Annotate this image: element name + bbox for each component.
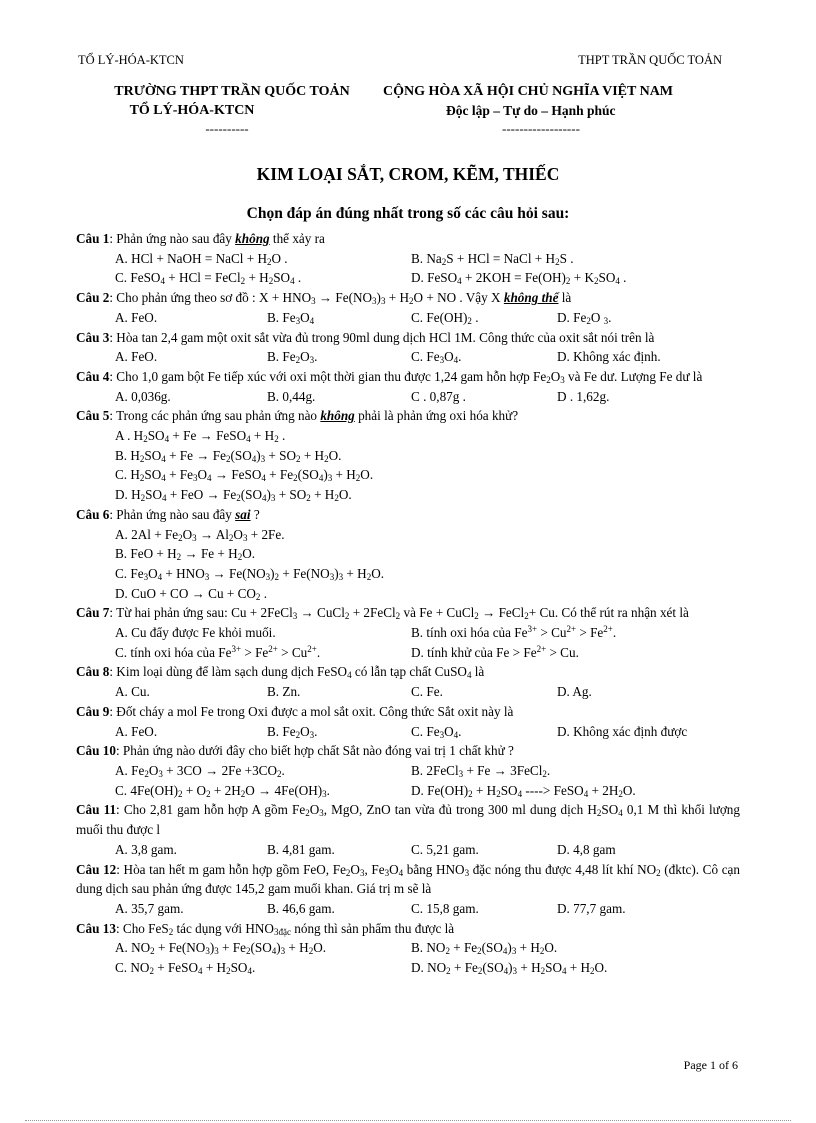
question-label: Câu 6 [76, 506, 110, 522]
option-d[interactable]: D. $Fe(OH)_2 + H_2SO_4$ ----> FeSO$_4$ + $2H_2O$. [411, 782, 636, 799]
republic-title: CỘNG HÒA XÃ HỘI CHỦ NGHĨA VIỆT NAM [383, 84, 674, 99]
question-9-options [76, 722, 740, 742]
option-a[interactable]: A. Cu. [115, 684, 150, 700]
question-7-options-2 [76, 643, 740, 663]
page-number: Page 1 of 6 [683, 1058, 738, 1072]
question-8-options [76, 682, 740, 702]
option-b[interactable]: B. $Fe_3O_4$ [267, 309, 315, 326]
left-rule: ---------- [205, 121, 249, 136]
option-c[interactable]: C. $Fe_3O_4$. [411, 349, 462, 366]
instruction: Chọn đáp án đúng nhất trong số các câu hỏi sau: [246, 205, 570, 222]
question-4-stem: Câu 4: Cho 1,0 gam bột Fe tiếp xúc với oxi một thời gian thu được 1,24 gam hỗn hợp $Fe_2O_3$ và Fe dư. Lượng Fe dư là [76, 368, 703, 385]
option-d[interactable]: D. Không xác định được [557, 723, 688, 739]
question-1 [76, 229, 740, 288]
option-c[interactable]: C. Fe. [411, 684, 443, 700]
question-10-options-2 [76, 781, 740, 801]
option-a[interactable]: A. FeO. [115, 309, 158, 325]
right-rule: ------------------ [502, 121, 580, 136]
option-b[interactable]: B. tính oxi hóa của $Fe^{3+} > Cu^{2+} > Fe^{2+}$. [411, 624, 617, 641]
option-d[interactable]: D. 4,8 gam [557, 841, 616, 857]
option-c[interactable]: C. $Fe_3O_4 + HNO_3 \to Fe(NO_3)_2 + Fe(NO_3)_3 + H_2O$. [115, 565, 385, 582]
option-b[interactable]: B. FeO + $H_2 \to Fe + H_2O$. [115, 546, 256, 563]
option-b[interactable]: B. $Fe_2O_3$. [267, 723, 318, 740]
question-11-options [76, 840, 740, 860]
question-3 [76, 328, 740, 367]
option-c[interactable]: C . 0,87g . [411, 388, 466, 404]
question-5 [76, 406, 740, 505]
question-label: Câu 10 [76, 743, 116, 759]
option-b[interactable]: B. $NO_2 + Fe_2(SO_4)_3 + H_2O$. [411, 940, 558, 957]
option-c[interactable]: C. 15,8 gam. [411, 900, 479, 916]
question-13-options-2 [76, 958, 740, 978]
question-6 [76, 505, 740, 604]
option-d[interactable]: D. $H_2SO_4$ + FeO → $Fe_2(SO_4)_3 + SO_2 + H_2O$. [115, 487, 352, 504]
question-2 [76, 288, 740, 327]
question-1-options-2 [76, 268, 740, 288]
option-a[interactable]: A. HCl + NaOH = NaCl + $H_2O$ . [115, 250, 288, 267]
question-label: Câu 12 [76, 861, 117, 877]
question-label: Câu 4 [76, 368, 110, 384]
question-label: Câu 11 [76, 802, 117, 818]
option-d[interactable]: D. Ag. [557, 684, 592, 700]
option-c[interactable]: C. $H_2SO_4 + Fe_3O_4$ → FeSO$_4$ + $Fe_2(SO_4)_3 + H_2O$. [115, 467, 374, 484]
option-d[interactable]: D. $NO_2 + Fe_2(SO_4)_3 + H_2SO_4 + H_2O$. [411, 960, 608, 977]
option-d[interactable]: D. 77,7 gam. [557, 900, 626, 916]
option-c[interactable]: C. tính oxi hóa của $Fe^{3+} > Fe^{2+} > Cu^{2+}$. [115, 643, 321, 660]
question-label: Câu 5 [76, 408, 110, 424]
question-label: Câu 13 [76, 920, 116, 936]
option-b[interactable]: B. 4,81 gam. [267, 841, 335, 857]
question-2-stem: Câu 2: Cho phản ứng theo sơ đồ : $X + HNO_3 \to Fe(NO_3)_3 + H_2O$ + NO . Vậy X không thể là [76, 290, 572, 307]
option-a[interactable]: A. 3,8 gam. [115, 841, 177, 857]
question-12-options [76, 899, 740, 919]
option-c[interactable]: C. $NO_2$ + FeSO$_4$ + $H_2SO_4$. [115, 960, 256, 977]
option-a[interactable]: A. FeO. [115, 349, 158, 365]
question-12 [76, 860, 740, 919]
question-label: Câu 7 [76, 605, 110, 621]
question-1-options [76, 249, 740, 269]
question-10-options [76, 761, 740, 781]
option-b[interactable]: B. 2FeCl$_3$ + Fe → 3FeCl$_2$. [411, 762, 551, 779]
question-9-stem: Câu 9: Đốt cháy a mol Fe trong Oxi được a mol sắt oxit. Công thức Sắt oxit này là [76, 703, 514, 719]
question-13-stem: Câu 13: Cho FeS$_2$ tác dụng với $HNO_{3đặc}$ nóng thì sản phẩm thu được là [76, 920, 455, 937]
option-b[interactable]: B. $Fe_2O_3$. [267, 349, 318, 366]
question-7-options [76, 623, 740, 643]
department-name: TỔ LÝ-HÓA-KTCN [129, 103, 255, 118]
option-d[interactable]: D. CuO + CO → $Cu + CO_2$ . [115, 585, 267, 602]
motto: Độc lập – Tự do – Hạnh phúc [446, 103, 616, 118]
question-13-options [76, 938, 740, 958]
option-c[interactable]: C. $Fe(OH)_2$ . [411, 309, 479, 326]
option-b[interactable]: B. Zn. [267, 684, 301, 700]
question-13 [76, 919, 740, 978]
question-4 [76, 367, 740, 406]
option-d[interactable]: D. FeSO$_4$ + $2KOH = Fe(OH)_2 + K_2SO_4$ . [411, 270, 627, 287]
question-11 [76, 800, 740, 859]
question-list [76, 229, 740, 978]
question-6-stem: Câu 6: Phản ứng nào sau đây sai ? [76, 506, 260, 522]
option-a[interactable]: A. FeO. [115, 723, 158, 739]
option-a[interactable]: A. $NO_2 + Fe(NO_3)_3 + Fe_2(SO_4)_3 + H_2O$. [115, 940, 327, 957]
option-c[interactable]: C. FeSO$_4$ + HCl = FeCl$_2$ + $H_2SO_4$ . [115, 270, 302, 287]
page-bottom-rule [25, 1120, 791, 1121]
option-c[interactable]: C. $4Fe(OH)_2 + O_2 + 2H_2O \to 4Fe(OH)_3$. [115, 782, 330, 799]
option-b[interactable]: B. 0,44g. [267, 388, 316, 404]
option-b[interactable]: B. 46,6 gam. [267, 900, 335, 916]
question-1-stem: Câu 1: Phản ứng nào sau đây không thể xảy ra [76, 231, 325, 246]
question-3-options [76, 347, 740, 367]
question-7-stem: Câu 7: Từ hai phản ứng sau: Cu + 2FeCl$_3$ → CuCl$_2$ + 2FeCl$_2$ và Fe + CuCl$_2$ → FeCl$_2$+ Cu. Có thể rút ra nhận xét là [76, 605, 689, 622]
question-7 [76, 603, 740, 662]
page-header-left: TỔ LÝ-HÓA-KTCN [78, 53, 184, 67]
question-4-options [76, 387, 740, 407]
option-a[interactable]: A. $Fe_2O_3 + 3CO \to 2Fe +3CO_2$. [115, 762, 285, 779]
question-label: Câu 1 [76, 231, 110, 246]
option-a[interactable]: A. Cu đẩy được Fe khỏi muối. [115, 625, 276, 641]
question-10 [76, 741, 740, 800]
option-b[interactable]: B. $Na_2S$ + HCl = NaCl + $H_2S$ . [411, 250, 574, 267]
question-8-stem: Câu 8: Kim loại dùng để làm sạch dung dịch FeSO$_4$ có lẫn tạp chất CuSO$_4$ là [76, 664, 485, 681]
question-label: Câu 8 [76, 664, 110, 680]
option-a[interactable]: A. $2Al + Fe_2O_3 \to Al_2O_3 + 2Fe$. [115, 526, 285, 543]
question-3-stem: Câu 3: Hòa tan 2,4 gam một oxit sắt vừa đủ trong 90ml dung dịch HCl 1M. Công thức của oxit sắt nói trên là [76, 329, 655, 345]
question-12-stem: Câu 12: Hòa tan hết m gam hỗn hợp gồm FeO, $Fe_2O_3$, $Fe_3O_4$ bằng $HNO_3$ đặc nóng thu được 4,48 lít khí $NO_2$ (đktc). Cô cạn dung dịch sau phản ứng được 145,2 gam muối khan. Giá trị m sẽ là [76, 861, 740, 897]
option-d[interactable]: D. tính khử của $Fe > Fe^{2+} > Cu$. [411, 643, 579, 660]
option-a[interactable]: A. 35,7 gam. [115, 900, 184, 916]
question-2-options [76, 308, 740, 328]
option-d[interactable]: D. $Fe_2O$ $_3$. [557, 309, 612, 326]
option-c[interactable]: C. 5,21 gam. [411, 841, 479, 857]
question-9 [76, 702, 740, 741]
school-name: TRƯỜNG THPT TRẦN QUỐC TOẢN [114, 84, 350, 99]
question-label: Câu 3 [76, 329, 110, 345]
option-c[interactable]: C. $Fe_3O_4$. [411, 723, 462, 740]
page-header-right: THPT TRẦN QUỐC TOẢN [578, 53, 722, 67]
question-10-stem: Câu 10: Phản ứng nào dưới đây cho biết hợp chất Sắt nào đóng vai trị 1 chất khử ? [76, 743, 514, 759]
option-d[interactable]: D . 1,62g. [557, 388, 610, 404]
question-label: Câu 2 [76, 290, 110, 306]
question-8 [76, 662, 740, 701]
question-5-stem: Câu 5: Trong các phản ứng sau phản ứng nào không phải là phản ứng oxi hóa khử? [76, 408, 519, 424]
question-label: Câu 9 [76, 703, 110, 719]
option-d[interactable]: D. Không xác định. [557, 349, 661, 365]
question-11-stem: Câu 11: Cho 2,81 gam hỗn hợp A gồm $Fe_2O_3$, MgO, ZnO tan vừa đủ trong 300 ml dung dịch $H_2SO_4$ 0,1 M thì khối lượng muối thu được l [76, 802, 740, 838]
document-title: KIM LOẠI SẮT, CROM, KẼM, THIẾC [256, 164, 560, 184]
option-b[interactable]: B. $H_2SO_4 + Fe \to Fe_2(SO_4)_3 + SO_2 + H_2O$. [115, 447, 342, 464]
option-a[interactable]: A . $H_2SO_4 + Fe$ → FeSO$_4$ + $H_2$ . [115, 428, 286, 445]
option-a[interactable]: A. 0,036g. [115, 388, 171, 404]
